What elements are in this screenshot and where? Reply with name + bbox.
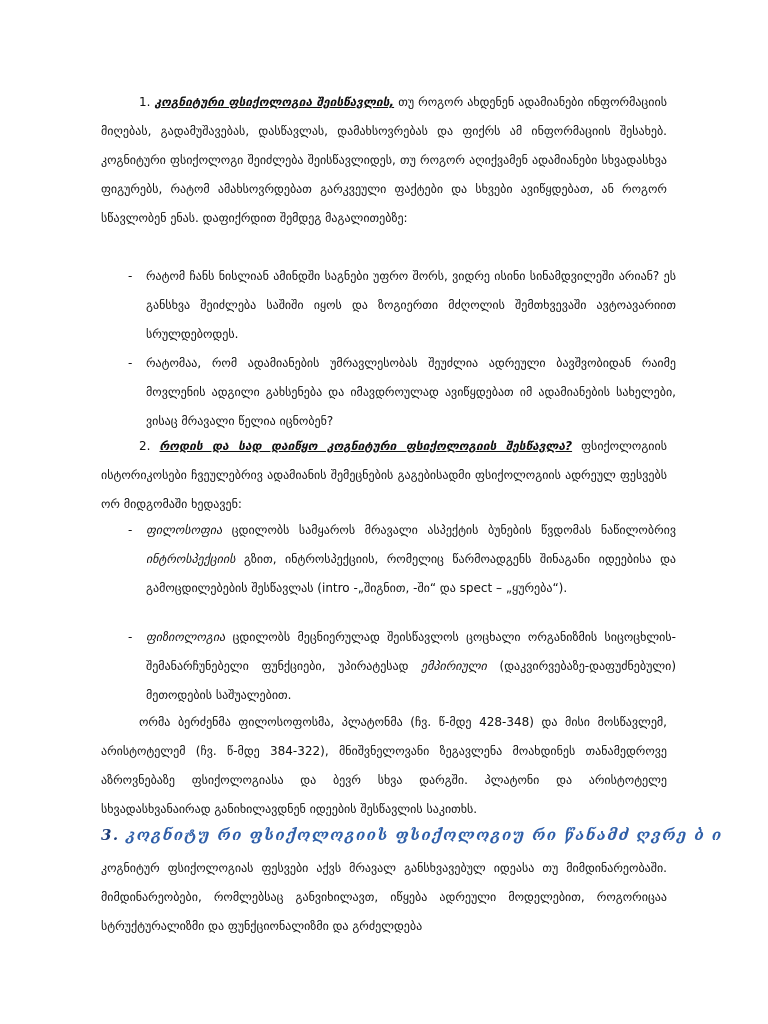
section2-bullet-2: - ფიზიოლოგია ცდილობს მეცნიერულად შეისწავლოს ცოცხალი ორგანიზმის სიცოცხლის- შემანარჩუნებელი ფუნქციები, უპირატესად ემპირიული (დაკვირვებაზე-დაფუძნებული) მეთოდების საშუალებით.: [128, 630, 676, 702]
section2-body: ფსიქოლოგიის ისტორიკოსები ჩვეულებრივ ადამიანის შემეცნების გაგებისადმი ფსიქოლოგიის ადრეულ ფესვებს ორ მიდგომაში ხედავენ:: [101, 439, 667, 511]
term-physiology: ფიზიოლოგია: [146, 630, 226, 644]
bullet-text: ცდილობს სამყაროს მრავალი ასპექტის ბუნების წვდომას ნაწილობრივ: [231, 523, 676, 537]
section2-closing-paragraph: ორმა ბერძენმა ფილოსოფოსმა, პლატონმა (ჩვ. წ-მდე 428-348) და მისი მოსწავლემ, არისტოტელემ (ჩვ. წ-მდე 384-322), მნიშვნელოვანი ზეგავლენა მოახდინეს თანამედროვე აზროვნებაზე ფსიქოლოგიასა და ბევრ სხვა დარგში. პლატონი და არისტოტელე სხვადასხვანაირად განიხილავდნენ იდეების შესწავლის საკითხს.: [101, 715, 667, 816]
term-introspection: ინტროსპექციის: [146, 552, 236, 566]
bullet-text: (დაკვირვებაზე-დაფუძნებული) მეთოდების საშუალებით.: [146, 659, 676, 702]
term-philosophy: ფილოსოფია: [146, 523, 223, 537]
section2-heading: როდის და სად დაიწყო კოგნიტური ფსიქოლოგიის შესწავლა?: [159, 439, 573, 453]
bullet-text: რატომ ჩანს ნისლიან ამინდში საგნები უფრო შორს, ვიდრე ისინი სინამდვილეში არიან? ეს განსხვა შეიძლება საშიში იყოს და ზოგიერთი მძღოლის შემთხვევაში ავტოავარიით სრულდებოდეს.: [146, 269, 676, 341]
section1-paragraph: [101, 88, 667, 233]
section1-number: 1.: [139, 95, 151, 109]
term-empirical: ემპირიული: [421, 659, 487, 673]
section1-heading: კოგნიტური ფსიქოლოგია შეისწავლის,: [154, 95, 395, 109]
section1-bullet-2: - რატომაა, რომ ადამიანების უმრავლესობას შეუძლია ადრეული ბავშვობიდან რაიმე მოვლენის ადგილი გახსენება და იმავდროულად ავიწყდებათ იმ ადამიანების სახელები, ვისაც მრავალი წელია იცნობენ?: [128, 356, 676, 428]
section3-heading-text: კოგნიტუ რი ფსიქოლოგიის ფსიქოლოგიუ რი წანამძ ღვრე ბ ი: [126, 826, 723, 844]
section3-number: 3.: [101, 826, 120, 844]
section3-paragraph: კოგნიტურ ფსიქოლოგიას ფესვები აქვს მრავალ განსხვავებულ იდეასა თუ მიმდინარეობაში. მიმდინარეობები, რომლებსაც განვიხილავთ, იწყება ადრეული მოდელებით, როგორიცაა სტრუქტურალიზმი და ფუნქციონალიზმი და გრძელდება: [101, 861, 667, 933]
section2-bullet-1: - ფილოსოფია ცდილობს სამყაროს მრავალი ასპექტის ბუნების წვდომას ნაწილობრივ ინტროსპექციის გზით, ინტროსპექციის, რომელიც წარმოადგენს შინაგანი იდეებისა და გამოცდილებების შესწავლას (intro -„შიგნით, -ში“ და spect – „ყურება“).: [128, 523, 676, 595]
section1-bullet-1: - რატომ ჩანს ნისლიან ამინდში საგნები უფრო შორს, ვიდრე ისინი სინამდვილეში არიან? ეს განსხვა შეიძლება საშიში იყოს და ზოგიერთი მძღოლის შემთხვევაში ავტოავარიით სრულდებოდეს.: [128, 269, 676, 341]
bullet-text: რატომაა, რომ ადამიანების უმრავლესობას შეუძლია ადრეული ბავშვობიდან რაიმე მოვლენის ადგილი გახსენება და იმავდროულად ავიწყდებათ იმ ადამიანების სახელები, ვისაც მრავალი წელია იცნობენ?: [146, 356, 676, 428]
bullet-text: ცდილობს მეცნიერულად შეისწავლოს ცოცხალი ორგანიზმის სიცოცხლის- შემანარჩუნებელი ფუნქციები, უპირატესად: [146, 630, 676, 673]
section3-heading: [101, 820, 723, 850]
bullet-text: გზით, ინტროსპექციის, რომელიც წარმოადგენს შინაგანი იდეებისა და გამოცდილებების შესწავლას (intro -„შიგნით, -ში“ და spect – „ყურება“).: [146, 552, 676, 595]
section2-number: 2.: [139, 439, 151, 453]
section1-body: თუ როგორ ახდენენ ადამიანები ინფორმაციის მიღებას, გადამუშავებას, დასწავლას, დამახსოვრებას და ფიქრს ამ ინფორმაციის შესახებ. კოგნიტური ფსიქოლოგი შეიძლება შეისწავლიდეს, თუ როგორ აღიქვამენ ადამიანები სხვადასხვა ფიგურებს, რატომ ამახსოვრდებათ გარკვეული ფაქტები და სხვები ავიწყდებათ, ან როგორ სწავლობენ ენას. დაფიქრდით შემდეგ მაგალითებზე:: [101, 95, 667, 225]
section2-paragraph: [101, 432, 667, 519]
